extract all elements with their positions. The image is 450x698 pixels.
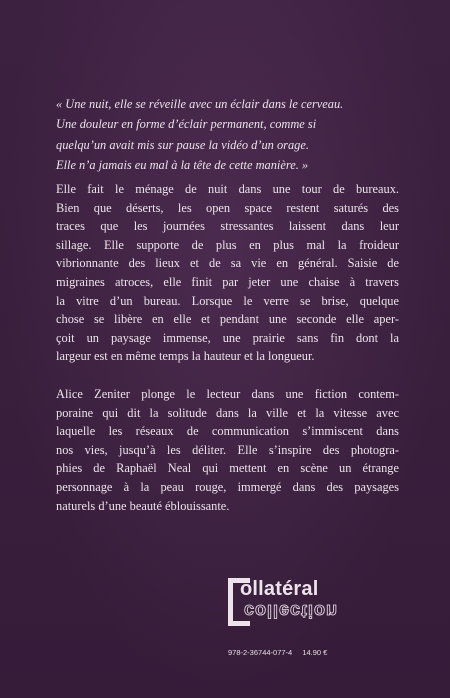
quote-line: Elle n’a jamais eu mal à la tête de cette manière. » — [56, 158, 309, 173]
quote-line: quelqu’un avait mis sur pause la vidéo d’un orage. — [56, 137, 309, 152]
quote-line: « Une nuit, elle se réveille avec un éclair dans le cerveau. — [56, 97, 344, 111]
publisher-logo — [228, 578, 358, 648]
paragraph-line: Bien que déserts, les open space restent saturés des — [56, 200, 399, 215]
pull-quote — [56, 94, 401, 176]
paragraph-line: la vitre d’un bureau. Lorsque le verre se brise, quelque — [56, 293, 399, 308]
paragraph-line: nos vies, jusqu’à les déliter. Elle s’inspire des photogra- — [56, 442, 399, 457]
paragraph-line: chose se libère en elle et pendant une seconde elle aper- — [56, 312, 399, 327]
paragraph-line: sillage. Elle supporte de plus en plus mal la froideur — [56, 237, 399, 252]
paragraph-line: Elle fait le ménage de nuit dans une tour de bureaux. — [56, 182, 399, 196]
isbn-price-line — [228, 648, 327, 657]
paragraph-line: largeur est en même temps la hauteur et la longueur. — [56, 349, 315, 364]
paragraph-line: phies de Raphaël Neal qui mettent en scène un étrange — [56, 461, 399, 476]
paragraph-line: personnage à la peau rouge, immergé dans des paysages — [56, 479, 399, 494]
paragraph-line: laquelle les réseaux de communication s’immiscent dans — [56, 424, 399, 439]
author-paragraph — [56, 385, 399, 515]
paragraph-line: vibrionnante des lieux et de sa vie en général. Saisie de — [56, 256, 399, 271]
paragraph-line: çoit un paysage immense, une prairie sans fin dont la — [56, 330, 399, 345]
isbn-number: 978-2-36744-077-4 — [228, 648, 293, 657]
paragraph-line: naturels d’une beauté éblouissante. — [56, 498, 230, 513]
summary-paragraph — [56, 180, 399, 366]
paragraph-line: poraine qui dit la solitude dans la ville et la vitesse avec — [56, 405, 399, 420]
logo-collection-mirrored: collection — [244, 601, 339, 621]
quote-line: Une douleur en forme d’éclair permanent, comme si — [56, 117, 317, 132]
paragraph-line: migraines atroces, elle finit par jeter une chaise à travers — [56, 274, 399, 289]
paragraph-line: Alice Zeniter plonge le lecteur dans une fiction contem- — [56, 387, 399, 401]
logo-wordmark: ollatéral — [240, 578, 319, 600]
price-label: 14.90 € — [302, 648, 328, 657]
paragraph-line: traces que les journées stressantes laissent dans leur — [56, 219, 399, 234]
